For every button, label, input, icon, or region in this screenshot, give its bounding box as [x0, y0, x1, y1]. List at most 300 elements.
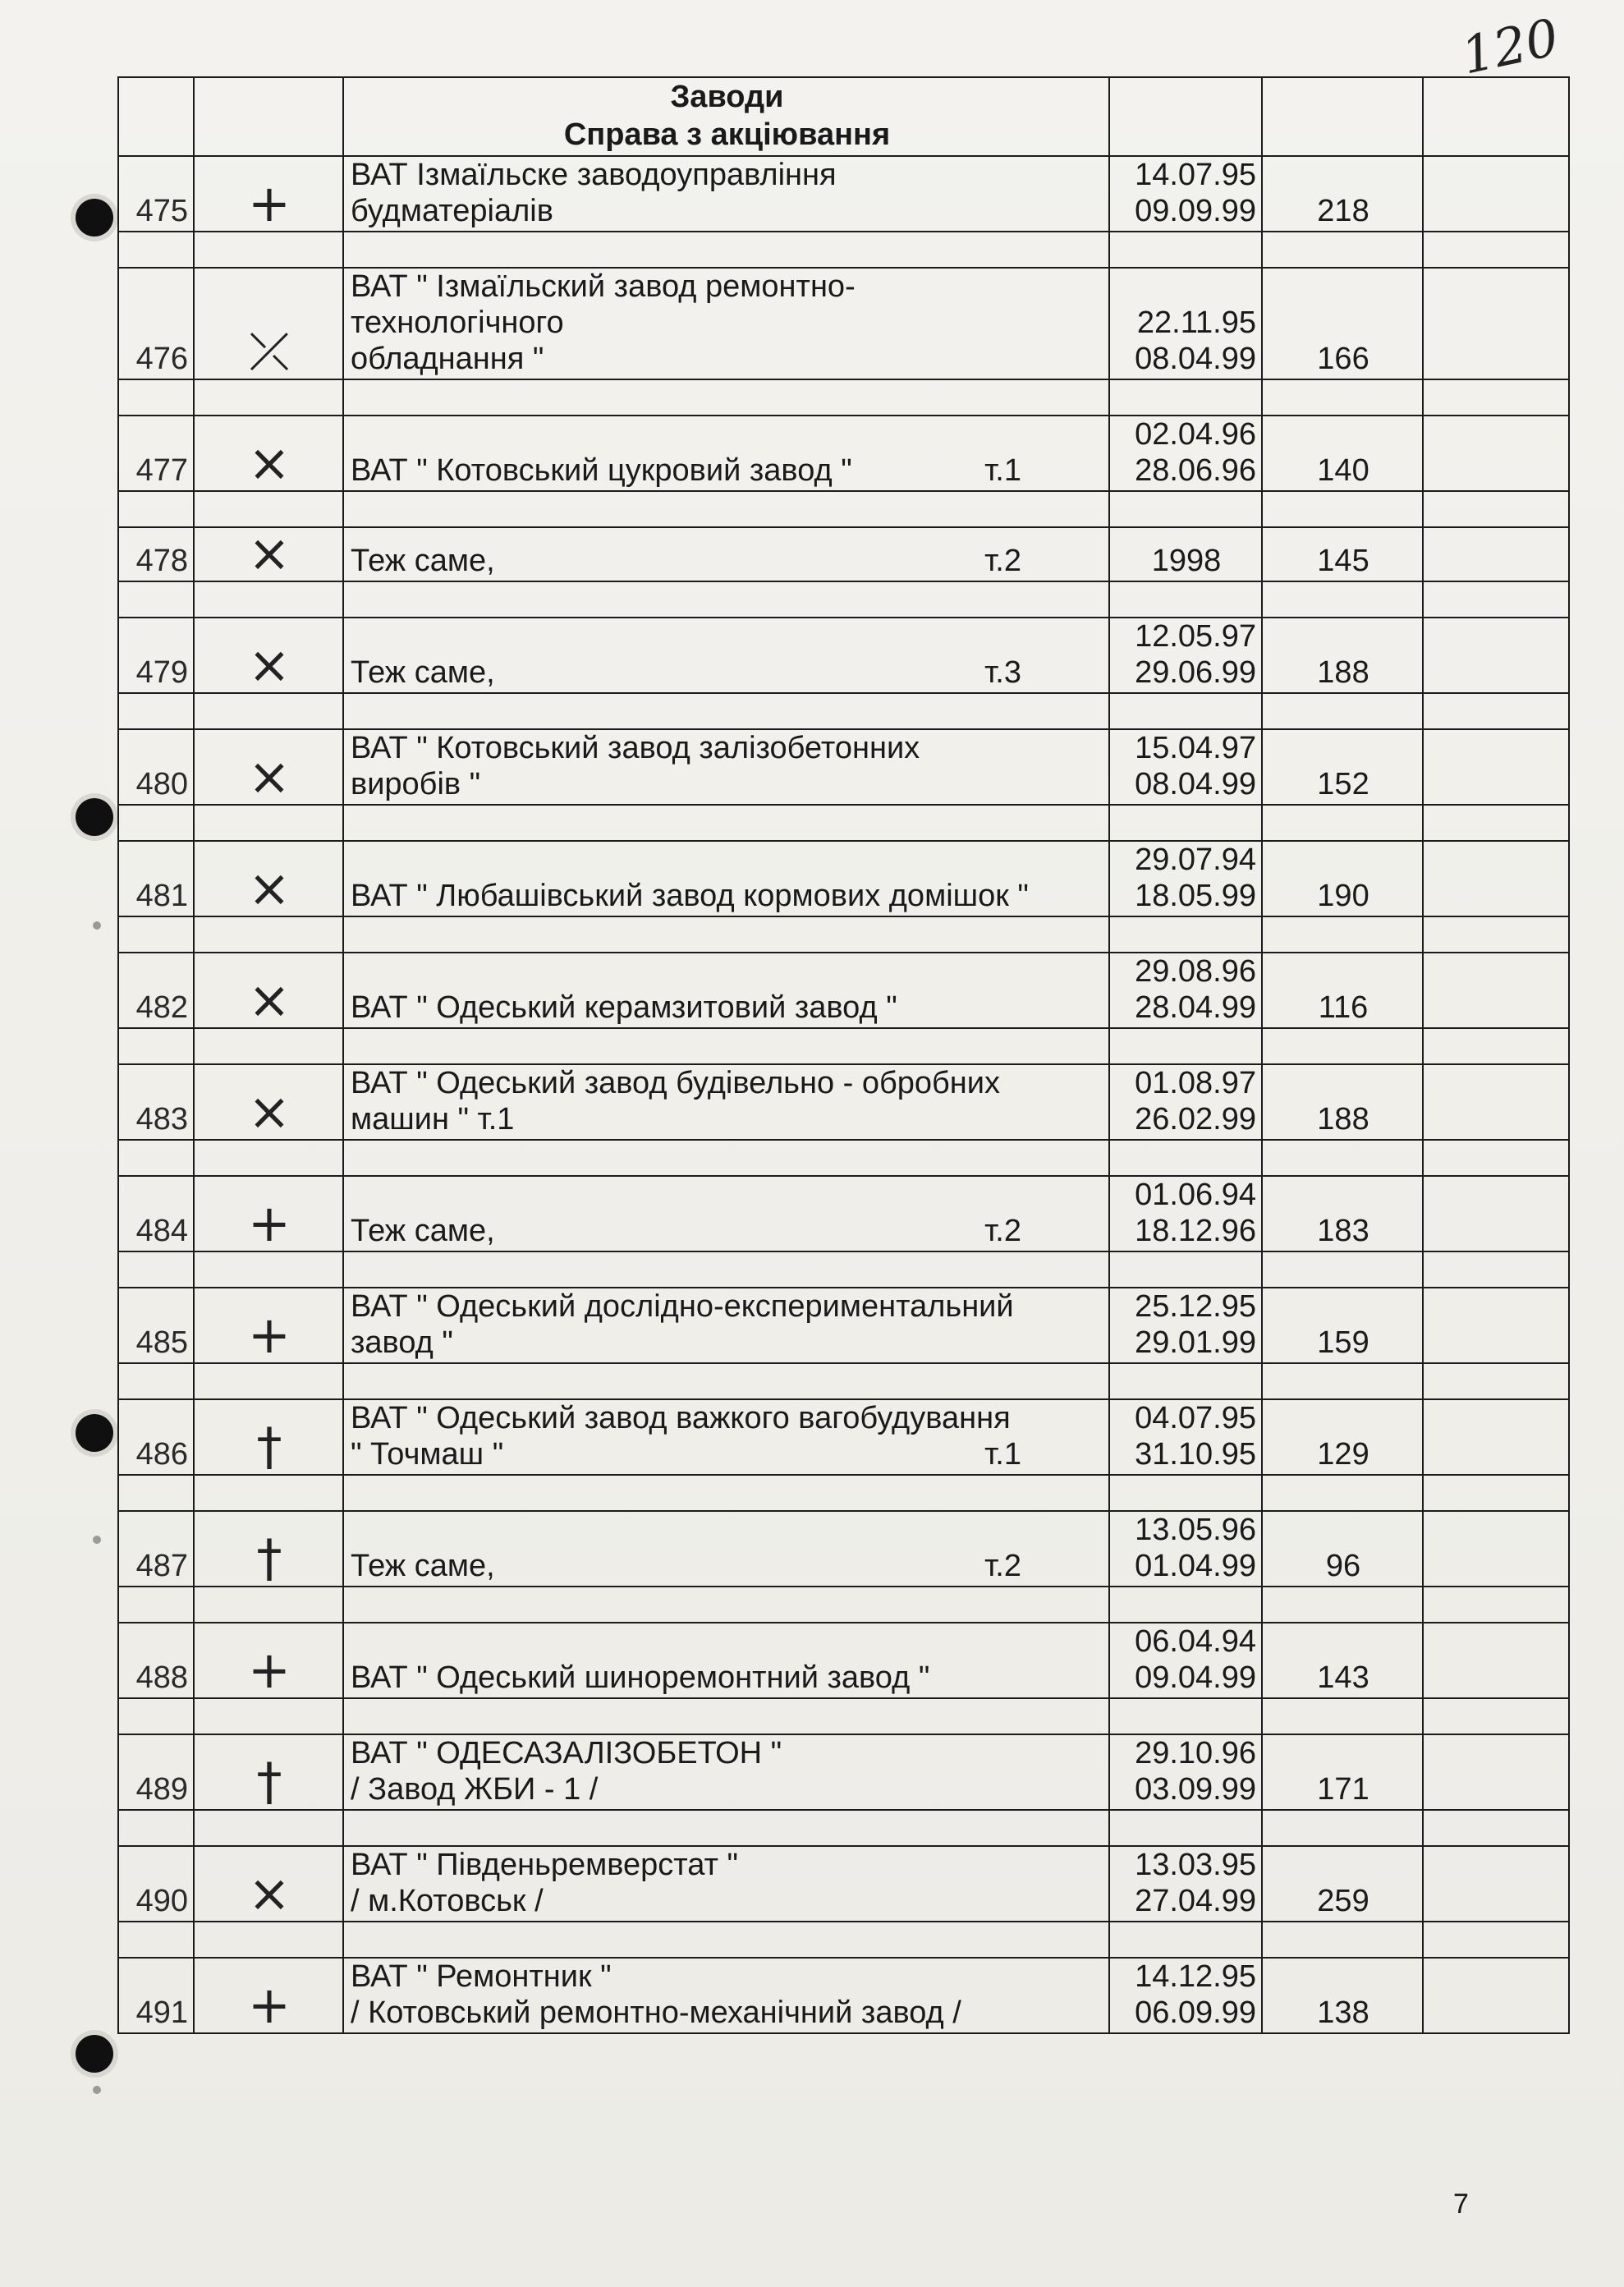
spacer-cell: [1262, 1140, 1423, 1176]
enterprise-name-cell: [343, 1623, 1109, 1698]
spacer-cell: [194, 916, 343, 953]
start-date: 1998: [1151, 544, 1222, 578]
spacer-cell: [1423, 1698, 1569, 1734]
check-mark-cell: [194, 1734, 343, 1810]
spacer-cell: [1262, 693, 1423, 729]
row-number: 479: [118, 618, 194, 693]
notes-cell: [1423, 156, 1569, 232]
registry-table: [117, 76, 1570, 2034]
page-number: 7: [1453, 2188, 1469, 2220]
enterprise-name-line: [351, 1735, 1103, 1771]
spacer-row: [118, 491, 1569, 527]
spacer-row: [118, 379, 1569, 416]
check-mark-cell: [194, 527, 343, 581]
end-date: 08.04.99: [1135, 767, 1256, 801]
spacer-cell: [1109, 379, 1262, 416]
notes-cell: [1423, 618, 1569, 693]
spacer-cell: [1109, 1140, 1262, 1176]
date-range-cell: [1109, 1399, 1262, 1475]
enterprise-name-line: [351, 618, 1103, 654]
punch-hole: [76, 1414, 113, 1452]
handwritten-check-mark: ×: [248, 970, 291, 1028]
spacer-cell: [1262, 379, 1423, 416]
spacer-row: [118, 1922, 1569, 1958]
table-row: [118, 1288, 1569, 1363]
end-date: 26.02.99: [1135, 1102, 1256, 1137]
enterprise-name-line: [351, 766, 1103, 802]
handwritten-check-mark: †: [256, 1528, 282, 1587]
enterprise-name-text: / м.Котовськ /: [351, 1884, 544, 1918]
spacer-cell: [1262, 805, 1423, 841]
check-mark-cell: [194, 268, 343, 379]
spacer-cell: [194, 581, 343, 618]
row-number: 480: [118, 729, 194, 805]
row-number: 491: [118, 1958, 194, 2033]
enterprise-name-cell: [343, 618, 1109, 693]
enterprise-name-line: [351, 452, 1103, 489]
start-date: 13.03.95: [1135, 1848, 1256, 1882]
enterprise-name-cell: [343, 527, 1109, 581]
start-date: 04.07.95: [1135, 1401, 1256, 1435]
row-number: 489: [118, 1734, 194, 1810]
spacer-cell: [1423, 1140, 1569, 1176]
spacer-row: [118, 916, 1569, 953]
notes-cell: [1423, 527, 1569, 581]
start-date: 12.05.97: [1135, 619, 1256, 654]
table-row: [118, 618, 1569, 693]
enterprise-name-cell: [343, 156, 1109, 232]
row-number: 476: [118, 268, 194, 379]
sheet-count: 143: [1262, 1623, 1423, 1698]
start-date: 02.04.96: [1135, 417, 1256, 452]
punch-hole: [76, 199, 113, 237]
end-date: 31.10.95: [1135, 1437, 1256, 1472]
enterprise-name-text: ВАТ " Котовський цукровий завод ": [351, 453, 852, 488]
check-mark-cell: [194, 1511, 343, 1587]
sheet-count: 183: [1262, 1176, 1423, 1251]
row-number: 485: [118, 1288, 194, 1363]
end-date: 08.04.99: [1135, 342, 1256, 376]
spacer-cell: [194, 1810, 343, 1846]
notes-cell: [1423, 1064, 1569, 1140]
sheet-count: 190: [1262, 841, 1423, 916]
table-row: [118, 729, 1569, 805]
enterprise-name-cell: [343, 729, 1109, 805]
enterprise-name-line: [351, 730, 1103, 766]
enterprise-name-line: [351, 416, 1103, 452]
row-number: 483: [118, 1064, 194, 1140]
spacer-cell: [118, 491, 194, 527]
notes-cell: [1423, 1734, 1569, 1810]
spacer-cell: [118, 1698, 194, 1734]
date-range-cell: [1109, 527, 1262, 581]
start-date: 01.06.94: [1135, 1178, 1256, 1212]
date-range-cell: [1109, 729, 1262, 805]
spacer-row: [118, 1475, 1569, 1511]
spacer-cell: [1262, 232, 1423, 268]
handwritten-check-mark: ×: [248, 1082, 291, 1140]
start-date: 14.07.95: [1135, 158, 1256, 192]
enterprise-name-line: [351, 1512, 1103, 1548]
enterprise-name-line: [351, 543, 1103, 579]
spacer-cell: [1262, 1698, 1423, 1734]
enterprise-name-text: ВАТ " ОДЕСАЗАЛІЗОБЕТОН ": [351, 1736, 782, 1770]
spacer-cell: [1423, 1028, 1569, 1064]
enterprise-name-cell: [343, 1064, 1109, 1140]
table-row: [118, 1064, 1569, 1140]
spacer-cell: [118, 1251, 194, 1288]
enterprise-name-text: машин " т.1: [351, 1102, 515, 1137]
enterprise-name-cell: [343, 416, 1109, 491]
enterprise-name-line: [351, 1959, 1103, 1995]
spacer-cell: [343, 232, 1109, 268]
spacer-cell: [194, 1251, 343, 1288]
date-range-cell: [1109, 618, 1262, 693]
spacer-cell: [118, 1810, 194, 1846]
enterprise-name-text: обладнання ": [351, 342, 544, 376]
sheet-count: 152: [1262, 729, 1423, 805]
spacer-cell: [194, 1363, 343, 1399]
date-range-cell: [1109, 841, 1262, 916]
enterprise-name-line: [351, 269, 1103, 305]
table-row: [118, 1511, 1569, 1587]
spacer-row: [118, 693, 1569, 729]
spacer-cell: [1423, 693, 1569, 729]
header-cell-mark: [194, 77, 343, 156]
spacer-row: [118, 581, 1569, 618]
enterprise-name-line: [351, 1400, 1103, 1436]
enterprise-name-line: [351, 1548, 1103, 1584]
spacer-cell: [1109, 693, 1262, 729]
enterprise-name-line: [351, 1847, 1103, 1883]
end-date: 18.05.99: [1135, 879, 1256, 913]
spacer-cell: [194, 1587, 343, 1623]
paper-speck: [93, 2086, 101, 2094]
spacer-cell: [1109, 1810, 1262, 1846]
enterprise-name-text: ВАТ " Одеський керамзитовий завод ": [351, 990, 897, 1025]
volume-label: т.2: [984, 1549, 1021, 1583]
spacer-row: [118, 1251, 1569, 1288]
notes-cell: [1423, 841, 1569, 916]
spacer-cell: [1423, 1587, 1569, 1623]
enterprise-name-text: технологічного: [351, 305, 564, 340]
check-mark-cell: [194, 841, 343, 916]
enterprise-name-text: виробів ": [351, 767, 481, 801]
row-number: 486: [118, 1399, 194, 1475]
notes-cell: [1423, 1176, 1569, 1251]
start-date: 29.10.96: [1135, 1736, 1256, 1770]
enterprise-name-text: ВАТ " Любашівський завод кормових домішок ": [351, 879, 1029, 913]
spacer-cell: [118, 1475, 194, 1511]
enterprise-name-line: [351, 1436, 1103, 1472]
enterprise-name-text: [351, 954, 360, 989]
enterprise-name-cell: [343, 1511, 1109, 1587]
spacer-cell: [343, 379, 1109, 416]
spacer-row: [118, 1028, 1569, 1064]
enterprise-name-line: [351, 1771, 1103, 1807]
spacer-cell: [1262, 1028, 1423, 1064]
volume-label: т.1: [984, 1437, 1021, 1472]
enterprise-name-line: [351, 878, 1103, 914]
date-range-cell: [1109, 1958, 1262, 2033]
table-row: [118, 416, 1569, 491]
handwritten-check-mark: †: [256, 1417, 282, 1475]
handwritten-check-mark: †: [256, 1752, 282, 1810]
start-date: 14.12.95: [1135, 1959, 1256, 1994]
row-number: 490: [118, 1846, 194, 1922]
spacer-cell: [343, 1028, 1109, 1064]
spacer-cell: [1262, 1922, 1423, 1958]
enterprise-name-text: / Котовський ремонтно-механічний завод /: [351, 1995, 961, 2030]
handwritten-check-mark: ×: [248, 635, 291, 693]
spacer-cell: [343, 916, 1109, 953]
section-title: Заводи: [670, 80, 784, 114]
row-number: 475: [118, 156, 194, 232]
enterprise-name-text: Теж саме,: [351, 1549, 495, 1583]
enterprise-name-cell: [343, 1846, 1109, 1922]
spacer-cell: [343, 1251, 1109, 1288]
date-range-cell: [1109, 953, 1262, 1028]
start-date: 13.05.96: [1135, 1513, 1256, 1547]
table-row: [118, 527, 1569, 581]
spacer-row: [118, 232, 1569, 268]
enterprise-name-cell: [343, 1288, 1109, 1363]
table-row: [118, 953, 1569, 1028]
table-header-row: [118, 77, 1569, 156]
enterprise-name-text: ВАТ " Ремонтник ": [351, 1959, 612, 1994]
spacer-cell: [1423, 232, 1569, 268]
spacer-cell: [343, 1922, 1109, 1958]
header-cell-count: [1262, 77, 1423, 156]
date-range-cell: [1109, 1176, 1262, 1251]
spacer-row: [118, 1363, 1569, 1399]
spacer-cell: [118, 916, 194, 953]
check-mark-cell: [194, 1623, 343, 1698]
check-mark-cell: [194, 953, 343, 1028]
enterprise-name-cell: [343, 1399, 1109, 1475]
spacer-cell: [194, 1475, 343, 1511]
row-number: 478: [118, 527, 194, 581]
start-date: 15.04.97: [1135, 731, 1256, 765]
start-date: 22.11.95: [1136, 305, 1256, 340]
date-range-cell: [1109, 1511, 1262, 1587]
table-row: [118, 841, 1569, 916]
row-number: 487: [118, 1511, 194, 1587]
notes-cell: [1423, 1288, 1569, 1363]
check-mark-cell: [194, 1064, 343, 1140]
handwritten-sheet-number: 120: [1456, 7, 1564, 86]
spacer-cell: [343, 1475, 1109, 1511]
enterprise-name-text: ВАТ " Південьремверстат ": [351, 1848, 739, 1882]
enterprise-name-text: ВАТ " Ізмаїльский завод ремонтно-: [351, 269, 856, 304]
spacer-cell: [343, 693, 1109, 729]
header-cell-notes: [1423, 77, 1569, 156]
spacer-row: [118, 1810, 1569, 1846]
spacer-cell: [1109, 232, 1262, 268]
date-range-cell: [1109, 1734, 1262, 1810]
spacer-cell: [1423, 581, 1569, 618]
notes-cell: [1423, 1511, 1569, 1587]
enterprise-name-cell: [343, 268, 1109, 379]
enterprise-name-text: / Завод ЖБИ - 1 /: [351, 1772, 599, 1807]
spacer-cell: [343, 1698, 1109, 1734]
sheet-count: 145: [1262, 527, 1423, 581]
spacer-cell: [1262, 1587, 1423, 1623]
enterprise-name-line: [351, 1288, 1103, 1325]
sheet-count: 218: [1262, 156, 1423, 232]
enterprise-name-line: [351, 842, 1103, 878]
spacer-cell: [1423, 805, 1569, 841]
start-date: 25.12.95: [1135, 1289, 1256, 1324]
end-date: 29.01.99: [1135, 1325, 1256, 1360]
enterprise-name-text: [351, 1513, 360, 1547]
enterprise-name-text: [351, 843, 360, 877]
spacer-row: [118, 1698, 1569, 1734]
sheet-count: 171: [1262, 1734, 1423, 1810]
handwritten-check-mark: ×: [248, 746, 291, 805]
table-row: [118, 268, 1569, 379]
spacer-cell: [1109, 1587, 1262, 1623]
start-date: 06.04.94: [1135, 1624, 1256, 1659]
volume-label: т.2: [984, 1214, 1021, 1248]
row-number: 481: [118, 841, 194, 916]
spacer-cell: [1109, 1028, 1262, 1064]
end-date: 09.04.99: [1135, 1660, 1256, 1695]
spacer-cell: [1423, 1810, 1569, 1846]
handwritten-check-mark: ×: [248, 858, 291, 916]
handwritten-check-mark: ×: [248, 1863, 291, 1922]
enterprise-name-line: [351, 1213, 1103, 1249]
punch-hole: [76, 798, 113, 836]
spacer-cell: [1423, 1251, 1569, 1288]
enterprise-name-text: ВАТ " Котовський завод залізобетонних: [351, 731, 920, 765]
spacer-cell: [1262, 1475, 1423, 1511]
spacer-cell: [118, 379, 194, 416]
enterprise-name-text: ВАТ Ізмаїльске заводоуправління: [351, 158, 837, 192]
table-row: [118, 1623, 1569, 1698]
punch-hole: [76, 2035, 113, 2073]
volume-label: т.2: [984, 544, 1021, 578]
notes-cell: [1423, 268, 1569, 379]
spacer-cell: [343, 1810, 1109, 1846]
end-date: 09.09.99: [1135, 194, 1256, 228]
spacer-cell: [1423, 1922, 1569, 1958]
spacer-cell: [1262, 916, 1423, 953]
spacer-cell: [1423, 491, 1569, 527]
spacer-cell: [118, 1028, 194, 1064]
check-mark-cell: [194, 1399, 343, 1475]
notes-cell: [1423, 953, 1569, 1028]
spacer-cell: [118, 581, 194, 618]
enterprise-name-line: [351, 193, 1103, 229]
enterprise-name-text: ВАТ " Одеський завод важкого вагобудування: [351, 1401, 1011, 1435]
spacer-cell: [343, 1363, 1109, 1399]
paper-speck: [93, 1536, 101, 1544]
enterprise-name-text: [351, 619, 360, 654]
spacer-cell: [1262, 1810, 1423, 1846]
enterprise-name-text: завод ": [351, 1325, 453, 1360]
enterprise-name-text: Теж саме,: [351, 1214, 495, 1248]
enterprise-name-text: Теж саме,: [351, 544, 495, 578]
table-row: [118, 1734, 1569, 1810]
enterprise-name-text: ВАТ " Одеський шиноремонтний завод ": [351, 1660, 930, 1695]
spacer-cell: [194, 1698, 343, 1734]
volume-label: т.1: [984, 453, 1021, 488]
spacer-cell: [1109, 1698, 1262, 1734]
enterprise-name-line: [351, 1325, 1103, 1361]
spacer-cell: [1109, 1363, 1262, 1399]
enterprise-name-text: [351, 1178, 360, 1212]
spacer-cell: [194, 1028, 343, 1064]
spacer-cell: [1423, 379, 1569, 416]
spacer-row: [118, 1140, 1569, 1176]
spacer-cell: [1423, 916, 1569, 953]
spacer-cell: [194, 232, 343, 268]
handwritten-check-mark: +: [248, 1640, 291, 1698]
spacer-cell: [118, 693, 194, 729]
spacer-row: [118, 1587, 1569, 1623]
spacer-cell: [118, 1587, 194, 1623]
enterprise-name-line: [351, 990, 1103, 1026]
section-heading: [343, 77, 1109, 156]
date-range-cell: [1109, 1064, 1262, 1140]
check-mark-cell: [194, 416, 343, 491]
enterprise-name-line: [351, 1177, 1103, 1213]
spacer-cell: [118, 1140, 194, 1176]
spacer-cell: [194, 805, 343, 841]
date-range-cell: [1109, 416, 1262, 491]
date-range-cell: [1109, 268, 1262, 379]
spacer-cell: [1262, 1251, 1423, 1288]
table-row: [118, 1399, 1569, 1475]
paper-speck: [93, 921, 101, 930]
enterprise-name-text: Теж саме,: [351, 655, 495, 690]
spacer-cell: [194, 1140, 343, 1176]
check-mark-cell: [194, 1288, 343, 1363]
enterprise-name-line: [351, 1660, 1103, 1696]
enterprise-name-line: [351, 654, 1103, 691]
sheet-count: 129: [1262, 1399, 1423, 1475]
sheet-count: 166: [1262, 268, 1423, 379]
spacer-cell: [1423, 1363, 1569, 1399]
table-row: [118, 156, 1569, 232]
date-range-cell: [1109, 1623, 1262, 1698]
row-number: 477: [118, 416, 194, 491]
spacer-cell: [1109, 916, 1262, 953]
start-date: 01.08.97: [1135, 1066, 1256, 1100]
enterprise-name-cell: [343, 1176, 1109, 1251]
spacer-cell: [118, 805, 194, 841]
end-date: 06.09.99: [1135, 1995, 1256, 2030]
enterprise-name-text: [351, 417, 360, 452]
spacer-cell: [194, 1922, 343, 1958]
spacer-row: [118, 805, 1569, 841]
enterprise-name-line: [351, 341, 1103, 377]
spacer-cell: [1109, 1922, 1262, 1958]
check-mark-cell: [194, 1958, 343, 2033]
spacer-cell: [118, 1922, 194, 1958]
spacer-cell: [343, 805, 1109, 841]
spacer-cell: [118, 232, 194, 268]
enterprise-name-line: [351, 953, 1103, 990]
handwritten-check-mark: +: [248, 1975, 291, 2033]
check-mark-cell: [194, 1176, 343, 1251]
notes-cell: [1423, 1846, 1569, 1922]
spacer-cell: [194, 491, 343, 527]
enterprise-name-cell: [343, 841, 1109, 916]
spacer-cell: [1262, 1363, 1423, 1399]
spacer-cell: [194, 693, 343, 729]
